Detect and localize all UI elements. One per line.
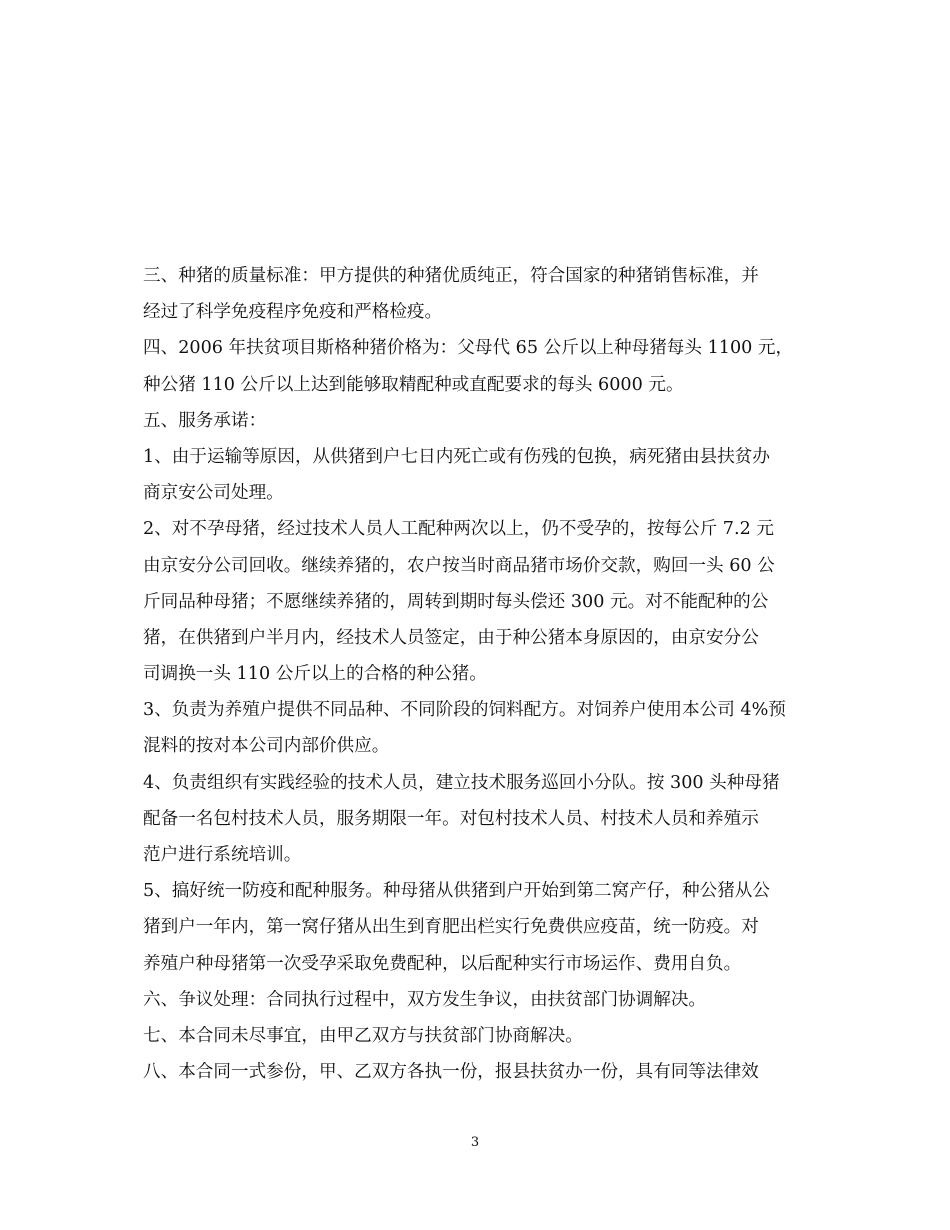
text-line: 3、负责为养殖户提供不同品种、不同阶段的饲料配方。对饲养户使用本公司 4%预 — [143, 700, 786, 721]
text-line: 六、争议处理：合同执行过程中，双方发生争议，由扶贫部门协调解决。 — [143, 989, 707, 1010]
text-line: 经过了科学免疫程序免疫和严格检疫。 — [143, 302, 443, 323]
text-line: 五、服务承诺： — [143, 410, 267, 431]
text-line: 商京安公司处理。 — [143, 483, 284, 504]
text-line: 四、2006 年扶贫项目斯格种猪价格为：父母代 65 公斤以上种母猪每头 1100 元， — [143, 338, 794, 359]
text-line: 配备一名包村技术人员，服务期限一年。对包村技术人员、村技术人员和养殖示 — [143, 808, 759, 829]
text-line: 4、负责组织有实践经验的技术人员，建立技术服务巡回小分队。按 300 头种母猪 — [143, 772, 780, 793]
text-line: 三、种猪的质量标准：甲方提供的种猪优质纯正，符合国家的种猪销售标准，并 — [143, 266, 759, 286]
text-line: 七、本合同未尽事宜，由甲乙双方与扶贫部门协商解决。 — [143, 1025, 583, 1046]
text-line: 由京安分公司回收。继续养猪的，农户按当时商品猪市场价交款，购回一头 60 公 — [143, 555, 775, 576]
text-line: 1、由于运输等原因，从供猪到户七日内死亡或有伤残的包换，病死猪由县扶贫办 — [143, 446, 770, 467]
text-line: 猪，在供猪到户半月内，经技术人员签定，由于种公猪本身原因的，由京安分公 — [143, 627, 759, 648]
text-line: 斤同品种母猪；不愿继续养猪的，周转到期时每头偿还 300 元。对不能配种的公 — [143, 591, 769, 612]
text-line: 种公猪 110 公斤以上达到能够取精配种或直配要求的每头 6000 元。 — [143, 374, 684, 395]
text-line: 养殖户种母猪第一次受孕采取免费配种，以后配种实行市场运作、费用自负。 — [143, 953, 742, 974]
text-line: 混料的按对本公司内部价供应。 — [143, 736, 390, 757]
contract-body-text — [143, 258, 813, 1090]
text-line: 5、搞好统一防疫和配种服务。种母猪从供猪到户开始到第二窝产仔，种公猪从公 — [143, 881, 770, 902]
page-number: 3 — [470, 1135, 480, 1150]
text-line: 八、本合同一式参份，甲、乙双方各执一份，报县扶贫办一份，具有同等法律效 — [143, 1062, 759, 1083]
text-line: 范户进行系统培训。 — [143, 845, 302, 865]
text-line: 司调换一头 110 公斤以上的合格的种公猪。 — [143, 664, 487, 685]
text-line: 2、对不孕母猪，经过技术人员人工配种两次以上，仍不受孕的，按每公斤 7.2 元 — [143, 519, 774, 540]
text-line: 猪到户一年内，第一窝仔猪从出生到育肥出栏实行免费供应疫苗，统一防疫。对 — [143, 917, 759, 938]
